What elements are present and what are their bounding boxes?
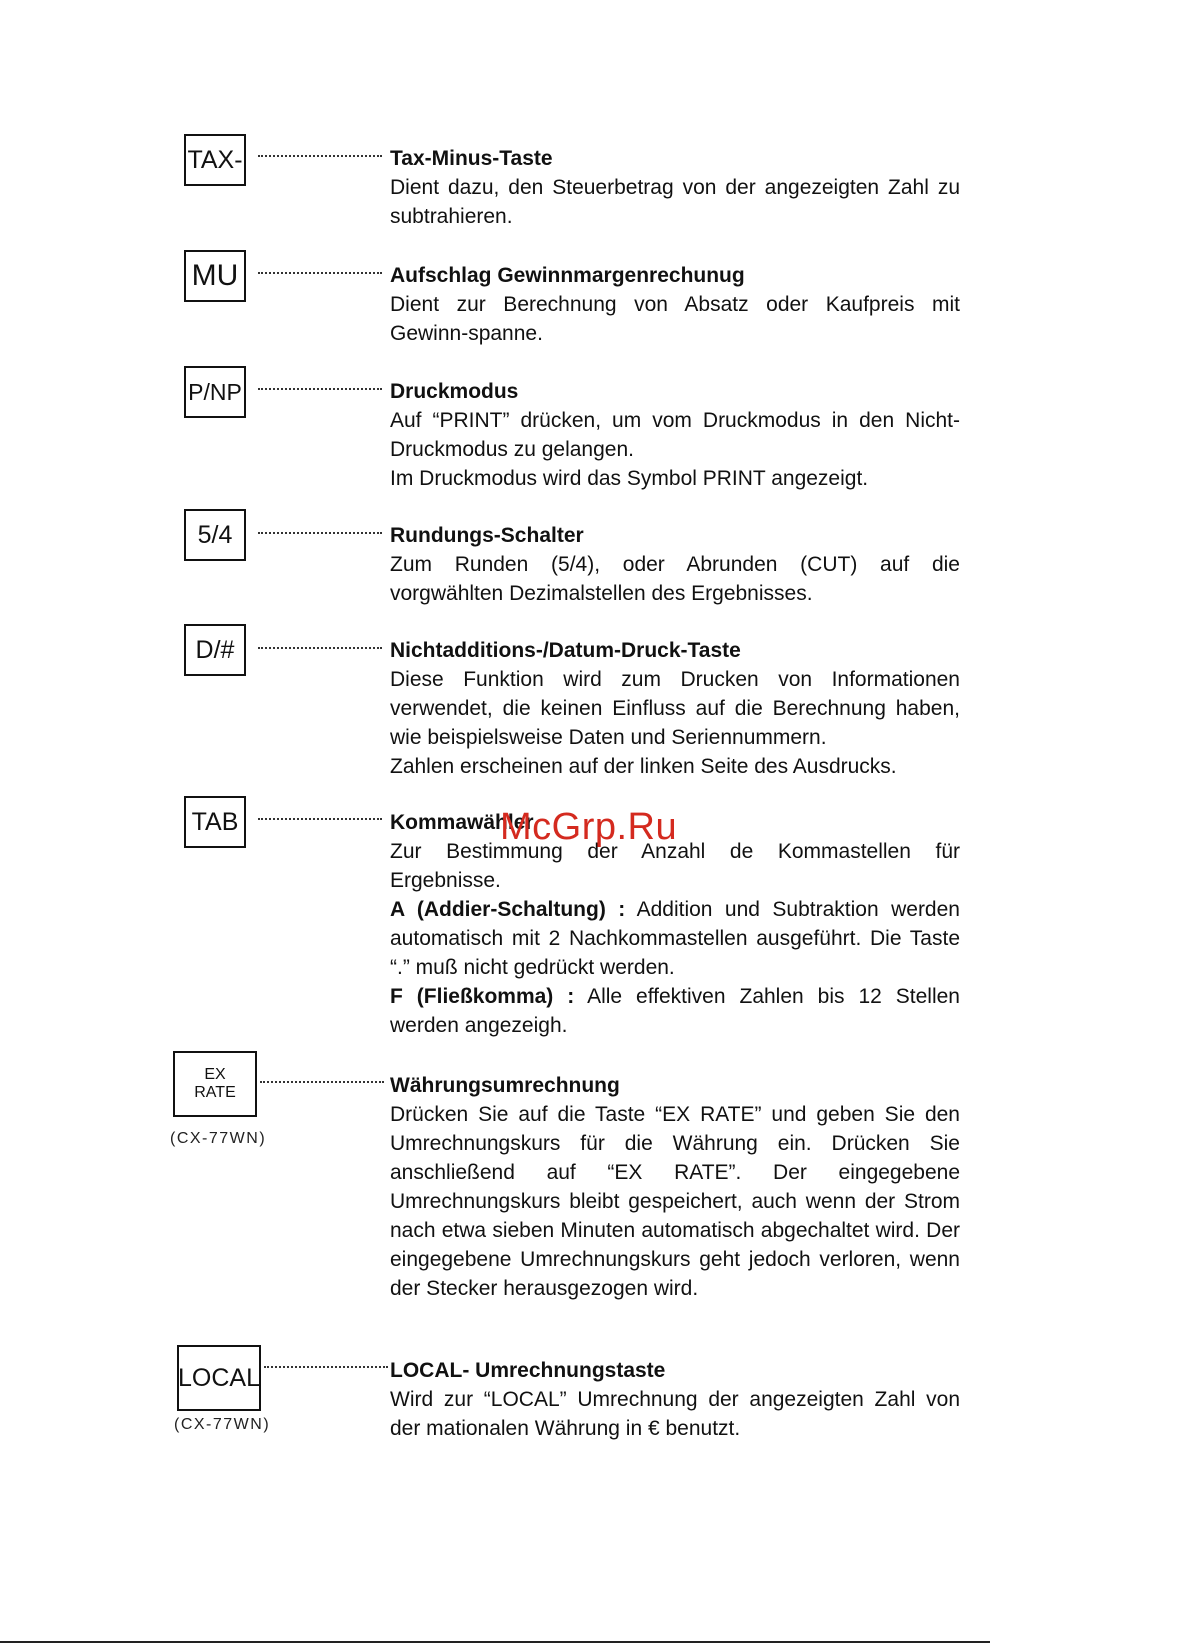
entry-text-a [390, 895, 960, 982]
entry-local-conversion [390, 1356, 960, 1443]
ex-rate-key-icon [173, 1051, 257, 1117]
entry-text: Dient zur Berechnung von Absatz oder Kaufpreis mit Gewinn-spanne. [390, 293, 960, 345]
leader-dots [258, 388, 382, 390]
leader-dots [258, 272, 382, 274]
leader-dots [258, 647, 382, 649]
entry-title: Währungsumrechnung [390, 1074, 620, 1097]
date-key-icon [184, 624, 246, 676]
tab-key-label: TAB [191, 807, 239, 836]
rounding-switch-label: 5/4 [197, 520, 233, 549]
entry-currency-conversion [390, 1071, 960, 1303]
leader-dots [258, 155, 382, 157]
entry-non-add-date [390, 636, 960, 781]
entry-text: Zur Bestimmung der Anzahl de Kommastellen für Ergebnisse. [390, 840, 960, 892]
entry-text: Drücken Sie auf die Taste “EX RATE” und geben Sie den Umrechnungskurs für die Währung ein. Drücken Sie anschließend auf “EX RATE”. Der eingegebene Umrechnungskurs bleibt gespeichert, auch wenn der Strom nach etwa sieben Minuten automatisch abgechaltet wird. Der eingegebene Umrechnungskurs geht jedoch verloren, wenn der Stecker herausgezogen wird. [390, 1103, 960, 1300]
entry-title: Nichtadditions-/Datum-Druck-Taste [390, 639, 741, 662]
entry-text: Auf “PRINT” drücken, um vom Druckmodus in den Nicht-Druckmodus zu gelangen. [390, 409, 960, 461]
mode-f-text: Alle effektiven Zahlen bis 12 Stellen werden angezeigh. [390, 985, 960, 1037]
entry-title: Tax-Minus-Taste [390, 147, 553, 170]
local-key-icon [177, 1345, 261, 1411]
entry-text-f [390, 982, 960, 1040]
entry-title: Druckmodus [390, 380, 519, 403]
model-note: (CX-77WN) [174, 1416, 271, 1433]
page-bottom-rule [0, 1641, 990, 1643]
local-key-label: LOCAL [178, 1363, 260, 1392]
entry-markup [390, 261, 960, 348]
ex-rate-key-label-line1: EX [204, 1066, 226, 1083]
ex-rate-key-label-line2: RATE [194, 1084, 236, 1101]
watermark: McGrp.Ru [500, 806, 678, 848]
print-mode-key-label: P/NP [188, 378, 242, 405]
entry-text: Dient dazu, den Steuerbetrag von der angezeigten Zahl zu subtrahieren. [390, 176, 960, 228]
leader-dots [260, 1081, 384, 1083]
print-mode-key-icon [184, 366, 246, 418]
entry-text: Diese Funktion wird zum Drucken von Informationen verwendet, die keinen Einfluss auf die Berechnung haben, wie beispielsweise Daten und Seriennummern. [390, 668, 960, 749]
mode-f-label: F (Fließkomma) : [390, 985, 575, 1008]
entry-title: Aufschlag Gewinnmargenrechunug [390, 264, 745, 287]
entry-text: Zum Runden (5/4), oder Abrunden (CUT) auf die vorgwählten Dezimalstellen des Ergebnisses. [390, 553, 960, 605]
entry-title: LOCAL- Umrechnungstaste [390, 1359, 666, 1382]
leader-dots [264, 1366, 388, 1368]
rounding-switch-icon [184, 509, 246, 561]
leader-dots [258, 818, 382, 820]
entry-title: Kommawähler [390, 811, 534, 834]
entry-text: Im Druckmodus wird das Symbol PRINT angezeigt. [390, 467, 869, 490]
entry-print-mode [390, 377, 960, 493]
date-key-label: D/# [195, 635, 235, 664]
tax-minus-key-label: TAX- [187, 145, 243, 174]
entry-title: Rundungs-Schalter [390, 524, 584, 547]
entry-rounding [390, 521, 960, 608]
mu-key-label: MU [191, 259, 239, 292]
mu-key-icon [184, 250, 246, 302]
leader-dots [258, 532, 382, 534]
tab-key-icon [184, 796, 246, 848]
model-note: (CX-77WN) [170, 1130, 267, 1147]
mode-a-text: Addition und Subtraktion werden automatisch mit 2 Nachkommastellen ausgeführt. Die Taste “.” muß nicht gedrückt werden. [390, 898, 960, 979]
entry-text: Wird zur “LOCAL” Umrechnung der angezeigten Zahl von der mationalen Währung in € benutzt. [390, 1388, 960, 1440]
mode-a-label: A (Addier-Schaltung) : [390, 898, 626, 921]
tax-minus-key-icon [184, 134, 246, 186]
entry-tax-minus [390, 144, 960, 231]
entry-text: Zahlen erscheinen auf der linken Seite des Ausdrucks. [390, 755, 897, 778]
